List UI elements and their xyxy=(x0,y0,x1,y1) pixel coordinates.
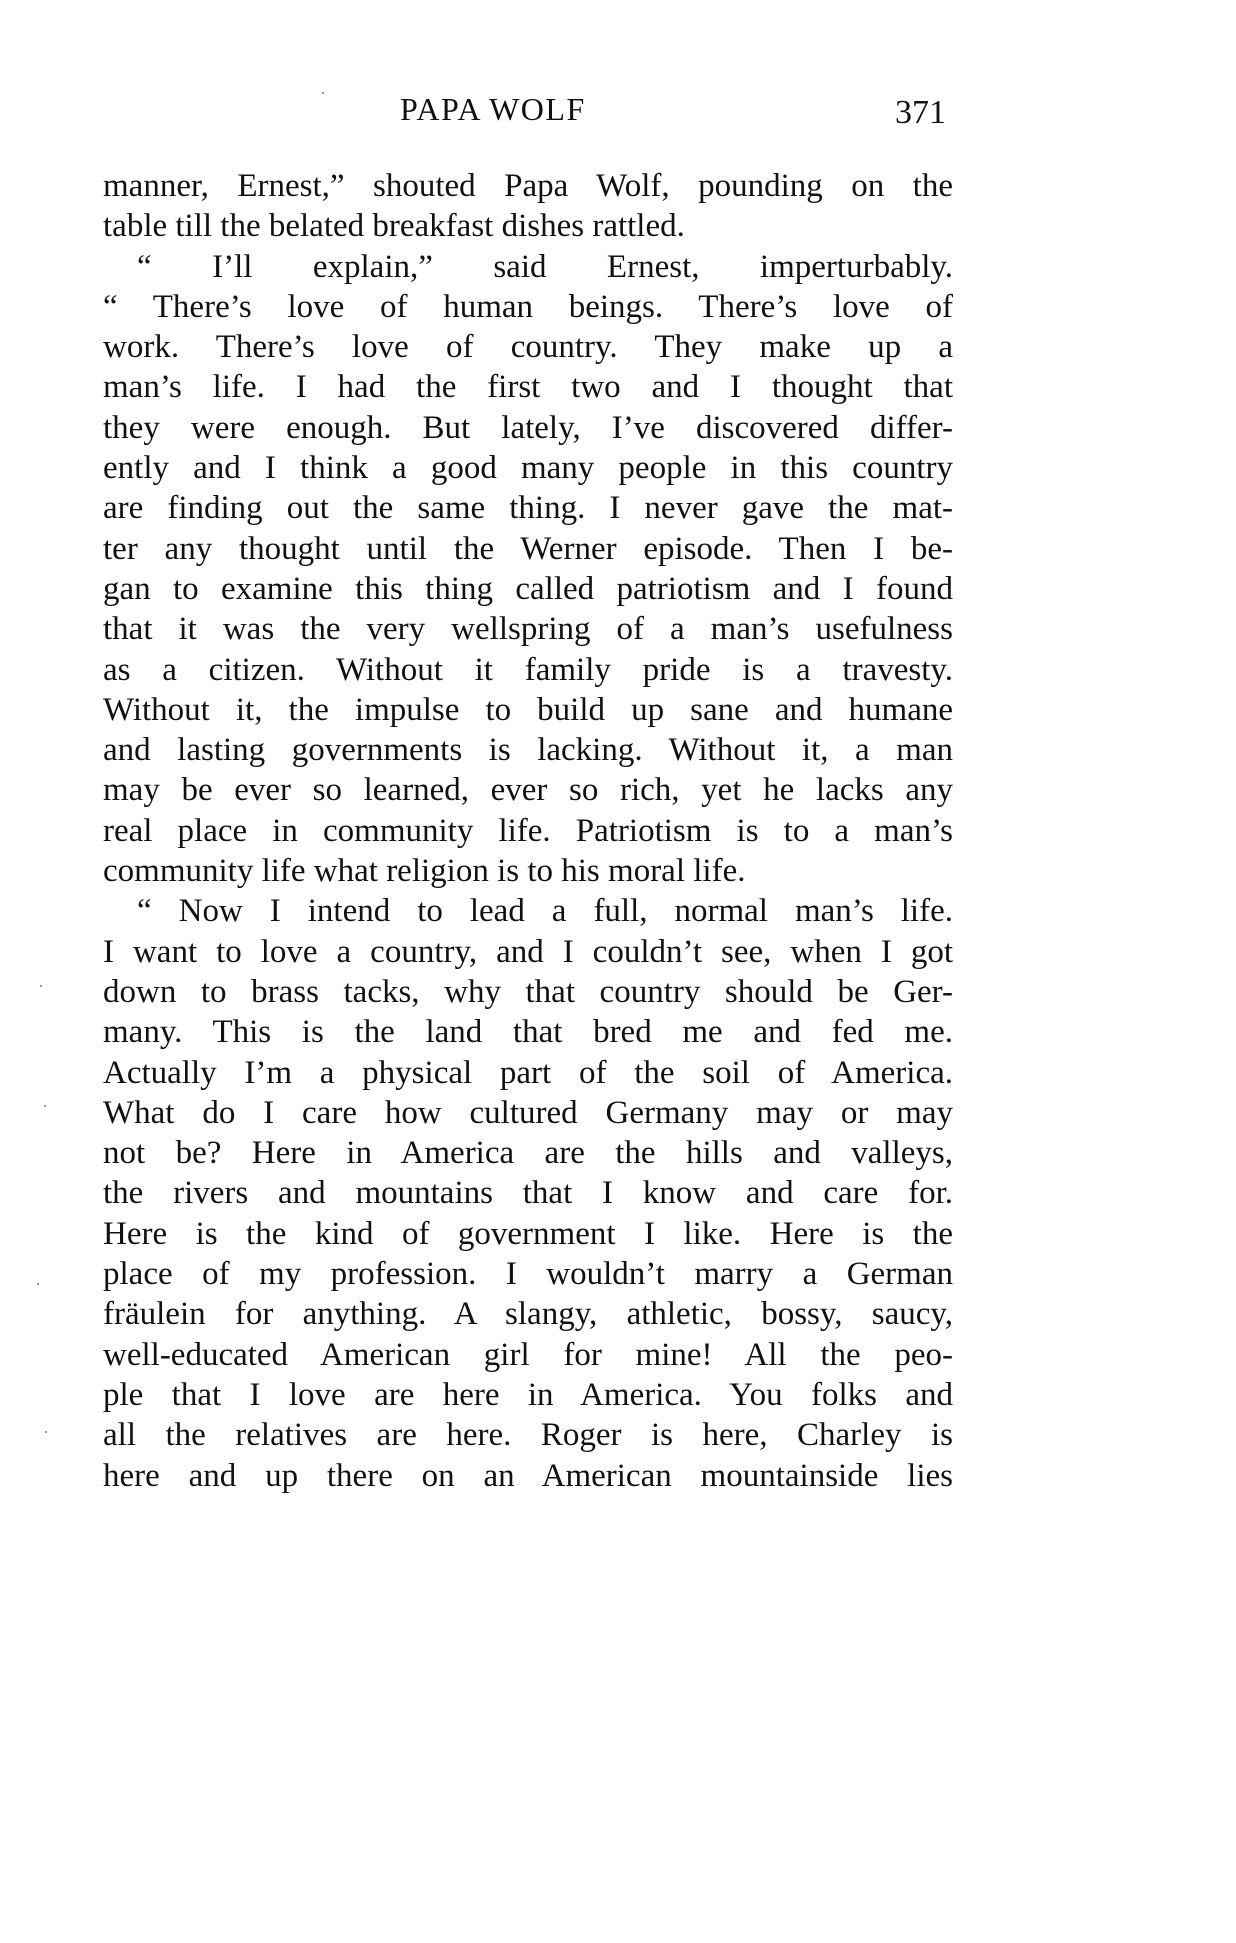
page-number: 371 xyxy=(895,94,946,131)
scan-speck xyxy=(37,1283,39,1285)
text-line: table till the belated breakfast dishes rattled. xyxy=(103,208,685,245)
scan-speck xyxy=(322,92,324,94)
text-line: Here is the kind of government I like. Here is the xyxy=(103,1215,953,1252)
text-line: manner, Ernest,” shouted Papa Wolf, pounding on the xyxy=(103,168,953,204)
text-line: ple that I love are here in America. You folks and xyxy=(103,1376,953,1413)
text-line: ently and I think a good many people in this country xyxy=(103,450,953,487)
text-line: all the relatives are here. Roger is here, Charley is xyxy=(103,1417,953,1454)
text-line: that it was the very wellspring of a man’s usefulness xyxy=(103,611,953,648)
text-line: “ I’ll explain,” said Ernest, imperturbably. xyxy=(137,248,953,285)
text-line: gan to examine this thing called patriotism and I found xyxy=(103,570,953,607)
text-line: here and up there on an American mountainside lies xyxy=(103,1457,953,1494)
text-line: man’s life. I had the first two and I thought that xyxy=(103,369,953,406)
scan-speck xyxy=(40,985,42,987)
text-line: are finding out the same thing. I never gave the mat- xyxy=(103,490,953,527)
scan-speck xyxy=(45,1431,47,1433)
text-line: Actually I’m a physical part of the soil of America. xyxy=(103,1054,953,1091)
text-line: work. There’s love of country. They make up a xyxy=(103,329,953,366)
text-line: “ Now I intend to lead a full, normal man’s life. xyxy=(137,893,953,930)
text-line: fräulein for anything. A slangy, athletic, bossy, saucy, xyxy=(103,1296,953,1333)
text-line: place of my profession. I wouldn’t marry a German xyxy=(103,1256,953,1293)
text-line: I want to love a country, and I couldn’t see, when I got xyxy=(103,933,953,970)
running-head xyxy=(0,84,1000,134)
text-line: ter any thought until the Werner episode. Then I be- xyxy=(103,530,953,567)
text-line: and lasting governments is lacking. Without it, a man xyxy=(103,732,953,769)
text-line: Without it, the impulse to build up sane and humane xyxy=(103,691,953,728)
text-line: may be ever so learned, ever so rich, yet he lacks any xyxy=(103,772,953,809)
body-text xyxy=(103,166,953,1496)
text-line: community life what religion is to his moral life. xyxy=(103,853,746,890)
text-line: they were enough. But lately, I’ve discovered differ- xyxy=(103,409,953,446)
text-line: not be? Here in America are the hills and valleys, xyxy=(103,1135,953,1172)
text-line: down to brass tacks, why that country should be Ger- xyxy=(103,973,953,1010)
text-line: real place in community life. Patriotism is to a man’s xyxy=(103,812,953,849)
text-line: What do I care how cultured Germany may or may xyxy=(103,1094,953,1131)
text-line: well-educated American girl for mine! All the peo- xyxy=(103,1336,953,1373)
running-title: PAPA WOLF xyxy=(400,91,586,127)
text-line: the rivers and mountains that I know and care for. xyxy=(103,1175,953,1212)
scan-speck xyxy=(44,1105,46,1107)
text-line: “ There’s love of human beings. There’s love of xyxy=(103,288,953,325)
text-line: as a citizen. Without it family pride is a travesty. xyxy=(103,651,953,688)
text-line: many. This is the land that bred me and fed me. xyxy=(103,1014,953,1051)
